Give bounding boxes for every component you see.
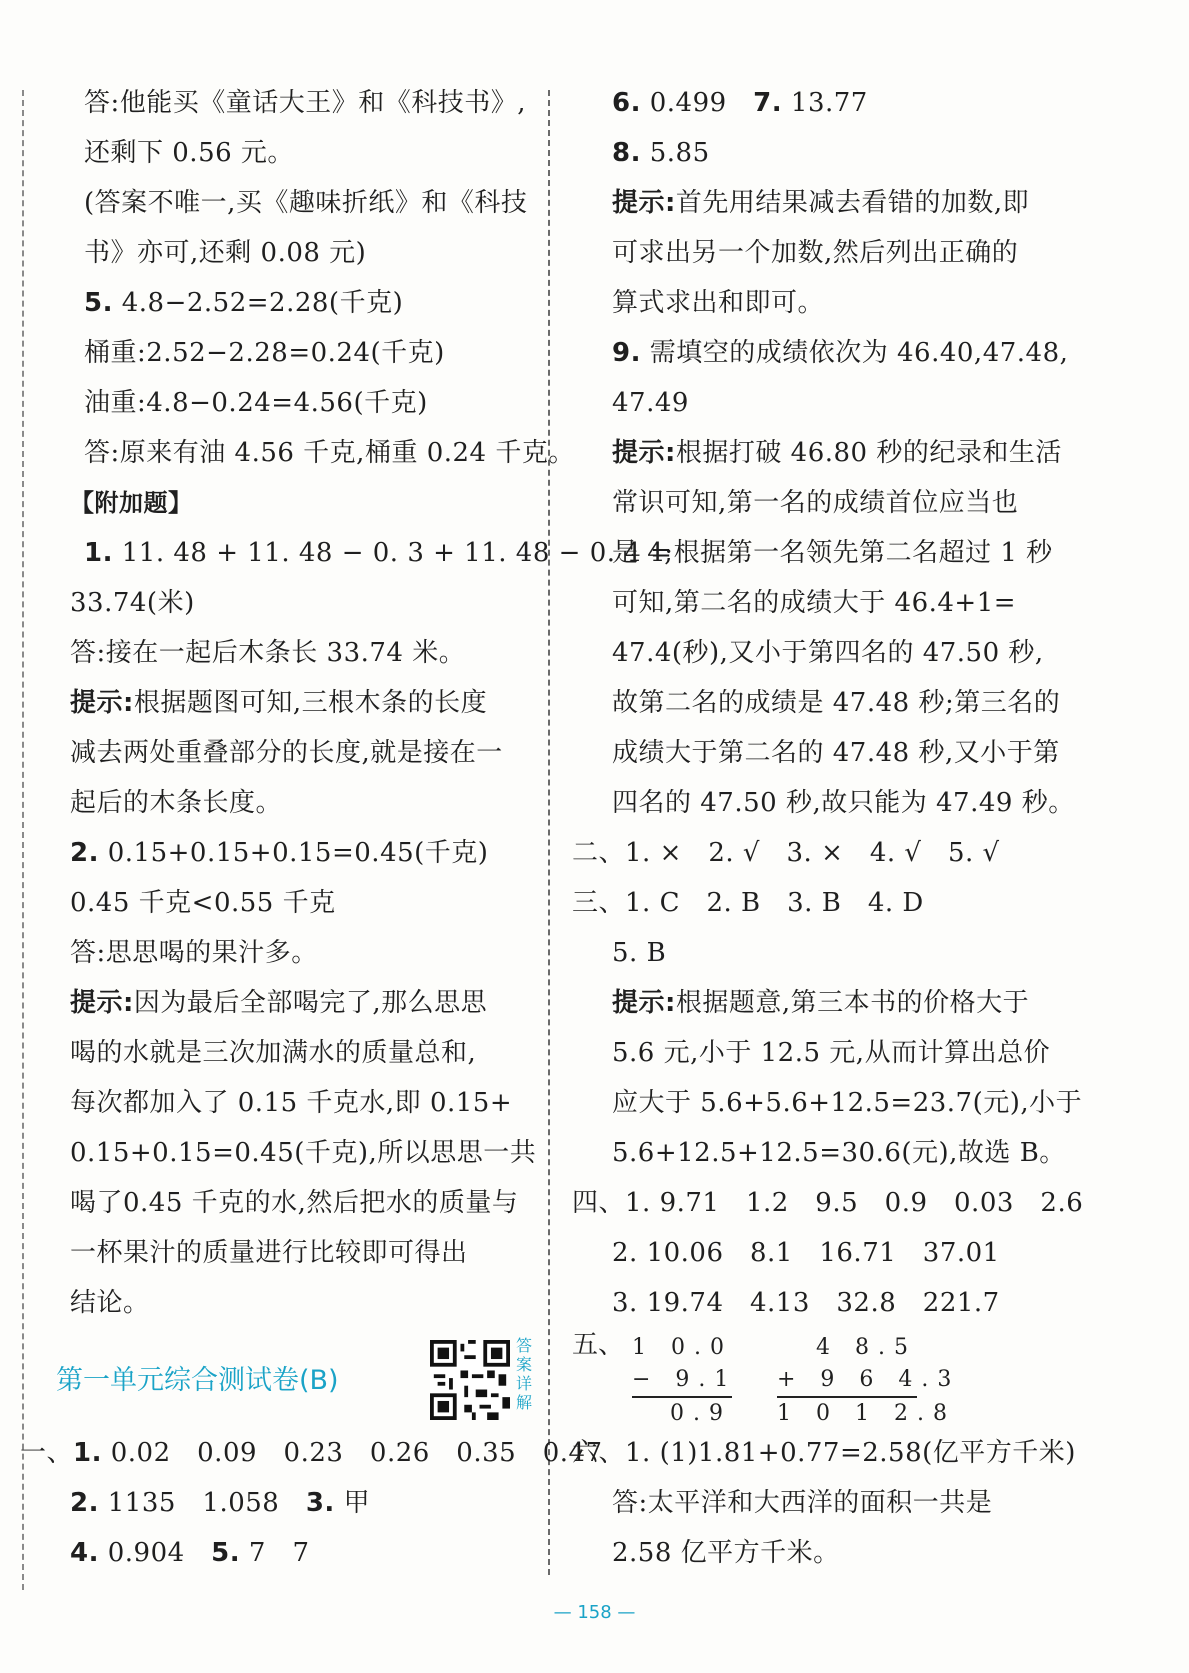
answer-line: [612, 778, 1082, 828]
answer-line: [70, 1028, 550, 1078]
line-n: 1.: [84, 538, 113, 568]
line-t: 0.02 0.09 0.23 0.26 0.35 0.47: [101, 1438, 603, 1468]
line-h: 提示:: [70, 688, 134, 718]
line-t2: 甲: [334, 1488, 371, 1518]
line-t: 47.4(秒),又小于第四名的 47.50 秒,: [612, 638, 1044, 668]
line-t: 0.499: [640, 88, 754, 118]
answer-line: [612, 1078, 1082, 1128]
answer-line: [612, 578, 1082, 628]
answer-line: [70, 328, 550, 378]
answer-line: [612, 328, 1082, 378]
answer-line: [70, 378, 550, 428]
line-t: 11. 48 + 11. 48 − 0. 3 + 11. 48 − 0. 4 =: [112, 538, 673, 568]
line-t: 常识可知,第一名的成绩首位应当也: [612, 488, 1019, 518]
answer-line: [612, 228, 1082, 278]
line-t: 减去两处重叠部分的长度,就是接在一: [70, 738, 503, 768]
line-t: 47.49: [612, 388, 689, 418]
line-t: 四名的 47.50 秒,故只能为 47.49 秒。: [612, 788, 1075, 818]
answer-line: [70, 628, 550, 678]
answer-line: [70, 128, 550, 178]
line-t: 是 4;根据第一名领先第二名超过 1 秒: [612, 538, 1053, 568]
line-t: 算式求出和即可。: [612, 288, 825, 318]
answer-line: [612, 378, 1082, 428]
section-five-label: 五、: [572, 1330, 625, 1360]
section-four-2: 2. 10.06 8.1 16.71 37.01: [612, 1238, 1000, 1268]
binding-edge: [22, 90, 24, 1590]
line-t: 0.904: [98, 1538, 212, 1568]
line-h: 提示:: [612, 438, 676, 468]
answer-line: [70, 728, 550, 778]
answer-line: [612, 978, 1082, 1028]
line-n: 2.: [70, 838, 99, 868]
line-t2: 13.77: [782, 88, 868, 118]
answer-line: [70, 1228, 550, 1278]
section-two: 二、1. × 2. √ 3. × 4. √ 5. √: [572, 838, 1000, 868]
line-t: 答:思思喝的果汁多。: [70, 938, 318, 968]
answer-line: [70, 78, 550, 128]
line-t: 0.15+0.15+0.15=0.45(千克): [98, 838, 489, 868]
vertical-addition: [777, 1332, 961, 1430]
answer-line: [612, 78, 1082, 128]
answer-line: [612, 1028, 1082, 1078]
answer-line: [70, 528, 673, 578]
line-t: 1135 1.058: [98, 1488, 306, 1518]
unit-title: 第一单元综合测试卷(B): [56, 1365, 339, 1396]
answer-line: [612, 178, 1082, 228]
line-t: 答:接在一起后木条长 33.74 米。: [70, 638, 466, 668]
line-t2: 7 7: [240, 1538, 310, 1568]
section-six-3: 2.58 亿平方千米。: [612, 1538, 840, 1568]
line-t: 成绩大于第二名的 47.48 秒,又小于第: [612, 738, 1060, 768]
line-t: 根据打破 46.80 秒的纪录和生活: [675, 438, 1062, 468]
line-t: 应大于 5.6+5.6+12.5=23.7(元),小于: [612, 1088, 1083, 1118]
line-t: 桶重:2.52−2.28=0.24(千克): [84, 338, 445, 368]
answer-line: [70, 928, 550, 978]
line-h: 提示:: [612, 188, 676, 218]
line-n2: 3.: [305, 1488, 335, 1518]
answer-line: [612, 128, 1082, 178]
answer-line: [70, 878, 550, 928]
calc1-result: 0.9: [632, 1396, 732, 1430]
answer-line: [70, 228, 550, 278]
unit-title-block: [56, 1328, 550, 1428]
line-t: 4.8−2.52=2.28(千克): [112, 288, 404, 318]
answer-line: [70, 428, 575, 478]
answer-line: [70, 1178, 550, 1228]
line-t: 可求出另一个加数,然后列出正确的: [612, 238, 1019, 268]
answer-line: [612, 728, 1082, 778]
vertical-subtraction: [632, 1332, 738, 1430]
section-four-3: 3. 19.74 4.13 32.8 221.7: [612, 1288, 1000, 1318]
answer-line: [70, 278, 550, 328]
line-n: 2.: [70, 1488, 99, 1518]
line-h: 提示:: [612, 988, 676, 1018]
answer-line: [70, 678, 550, 728]
answer-line: [612, 1128, 1082, 1178]
section-five-calcs: [572, 1328, 1082, 1428]
line-s: 【附加题】: [70, 489, 193, 517]
line-t: 0.15+0.15=0.45(千克),所以思思一共: [70, 1138, 537, 1168]
line-t: 首先用结果减去看错的加数,即: [675, 188, 1030, 218]
line-h: 提示:: [70, 988, 134, 1018]
line-t: 每次都加入了 0.15 千克水,即 0.15+: [70, 1088, 513, 1118]
calc1-mid: − 9.1: [632, 1367, 738, 1392]
answer-line: [70, 178, 550, 228]
line-t: 书》亦可,还剩 0.08 元): [84, 238, 367, 268]
answer-line: [70, 478, 550, 528]
line-t: 一杯果汁的质量进行比较即可得出: [70, 1238, 468, 1268]
line-t: 5.85: [640, 138, 710, 168]
answer-line: [612, 428, 1082, 478]
section-three-hint: [612, 978, 1082, 1178]
line-t: 根据题意,第三本书的价格大于: [675, 988, 1030, 1018]
answer-line: [70, 1528, 550, 1578]
answer-line: [612, 478, 1082, 528]
line-t: 需填空的成绩依次为 46.40,47.48,: [640, 338, 1069, 368]
calc2-top: 4 8.5: [816, 1335, 917, 1360]
line-n: 8.: [612, 138, 641, 168]
answer-line: [70, 1128, 550, 1178]
line-n: 6.: [612, 88, 641, 118]
answer-line: [70, 578, 550, 628]
calc2-mid: + 9 6 4.3: [777, 1367, 961, 1392]
calc2-result: 1 0 1 2.8: [777, 1396, 917, 1430]
line-n: 9.: [612, 338, 641, 368]
line-n2: 5.: [211, 1538, 241, 1568]
line-n: 5.: [84, 288, 113, 318]
answer-line: [612, 678, 1082, 728]
answer-line: [612, 628, 1082, 678]
answer-line: [70, 1478, 550, 1528]
section-six-1: 六、1. (1)1.81+0.77=2.58(亿平方千米): [572, 1438, 1076, 1468]
line-t: 答:原来有油 4.56 千克,桶重 0.24 千克。: [84, 438, 575, 468]
answer-line: [612, 528, 1082, 578]
line-t: 结论。: [70, 1288, 150, 1318]
unit-test-answers: [20, 1428, 603, 1578]
answer-line: [20, 1428, 603, 1478]
line-t: 33.74(米): [70, 588, 195, 618]
line-t: 油重:4.8−0.24=4.56(千克): [84, 388, 428, 418]
line-t: 故第二名的成绩是 47.48 秒;第三名的: [612, 688, 1061, 718]
line-t: 可知,第二名的成绩大于 46.4+1=: [612, 588, 1017, 618]
answer-line: [70, 978, 550, 1028]
line-t: 答:他能买《童话大王》和《科技书》,: [84, 88, 527, 118]
answer-line: [70, 1078, 550, 1128]
line-t: 还剩下 0.56 元。: [84, 138, 294, 168]
line-t: 5.6+12.5+12.5=30.6(元),故选 B。: [612, 1138, 1066, 1168]
answer-line: [70, 1278, 550, 1328]
line-n2: 7.: [753, 88, 783, 118]
line-t: 0.45 千克<0.55 千克: [70, 888, 336, 918]
qr-label: 答案详解: [516, 1336, 533, 1412]
line-p: 一、: [20, 1438, 74, 1468]
line-t: 起后的木条长度。: [70, 788, 283, 818]
line-t: 因为最后全部喝完了,那么思思: [133, 988, 488, 1018]
answer-line: [70, 778, 550, 828]
section-three: 三、1. C 2. B 3. B 4. D: [572, 888, 924, 918]
qr-code-icon[interactable]: [430, 1340, 510, 1420]
answer-line: [70, 828, 550, 878]
section-six-2: 答:太平洋和大西洋的面积一共是: [612, 1488, 993, 1518]
section-three-b: 5. B: [612, 938, 667, 968]
calc1-top: 1 0.0: [632, 1335, 733, 1360]
page-number: — 158 —: [553, 1602, 636, 1623]
line-t: (答案不唯一,买《趣味折纸》和《科技: [84, 188, 528, 218]
line-t: 5.6 元,小于 12.5 元,从而计算出总价: [612, 1038, 1051, 1068]
line-n: 1.: [73, 1438, 102, 1468]
section-four-1: 四、1. 9.71 1.2 9.5 0.9 0.03 2.6: [572, 1188, 1084, 1218]
right-column: [572, 78, 1084, 1578]
line-t: 喝了0.45 千克的水,然后把水的质量与: [70, 1188, 519, 1218]
line-n: 4.: [70, 1538, 99, 1568]
answer-line: [612, 278, 1082, 328]
right-answers: [612, 78, 1082, 828]
line-t: 根据题图可知,三根木条的长度: [133, 688, 488, 718]
line-t: 喝的水就是三次加满水的质量总和,: [70, 1038, 477, 1068]
